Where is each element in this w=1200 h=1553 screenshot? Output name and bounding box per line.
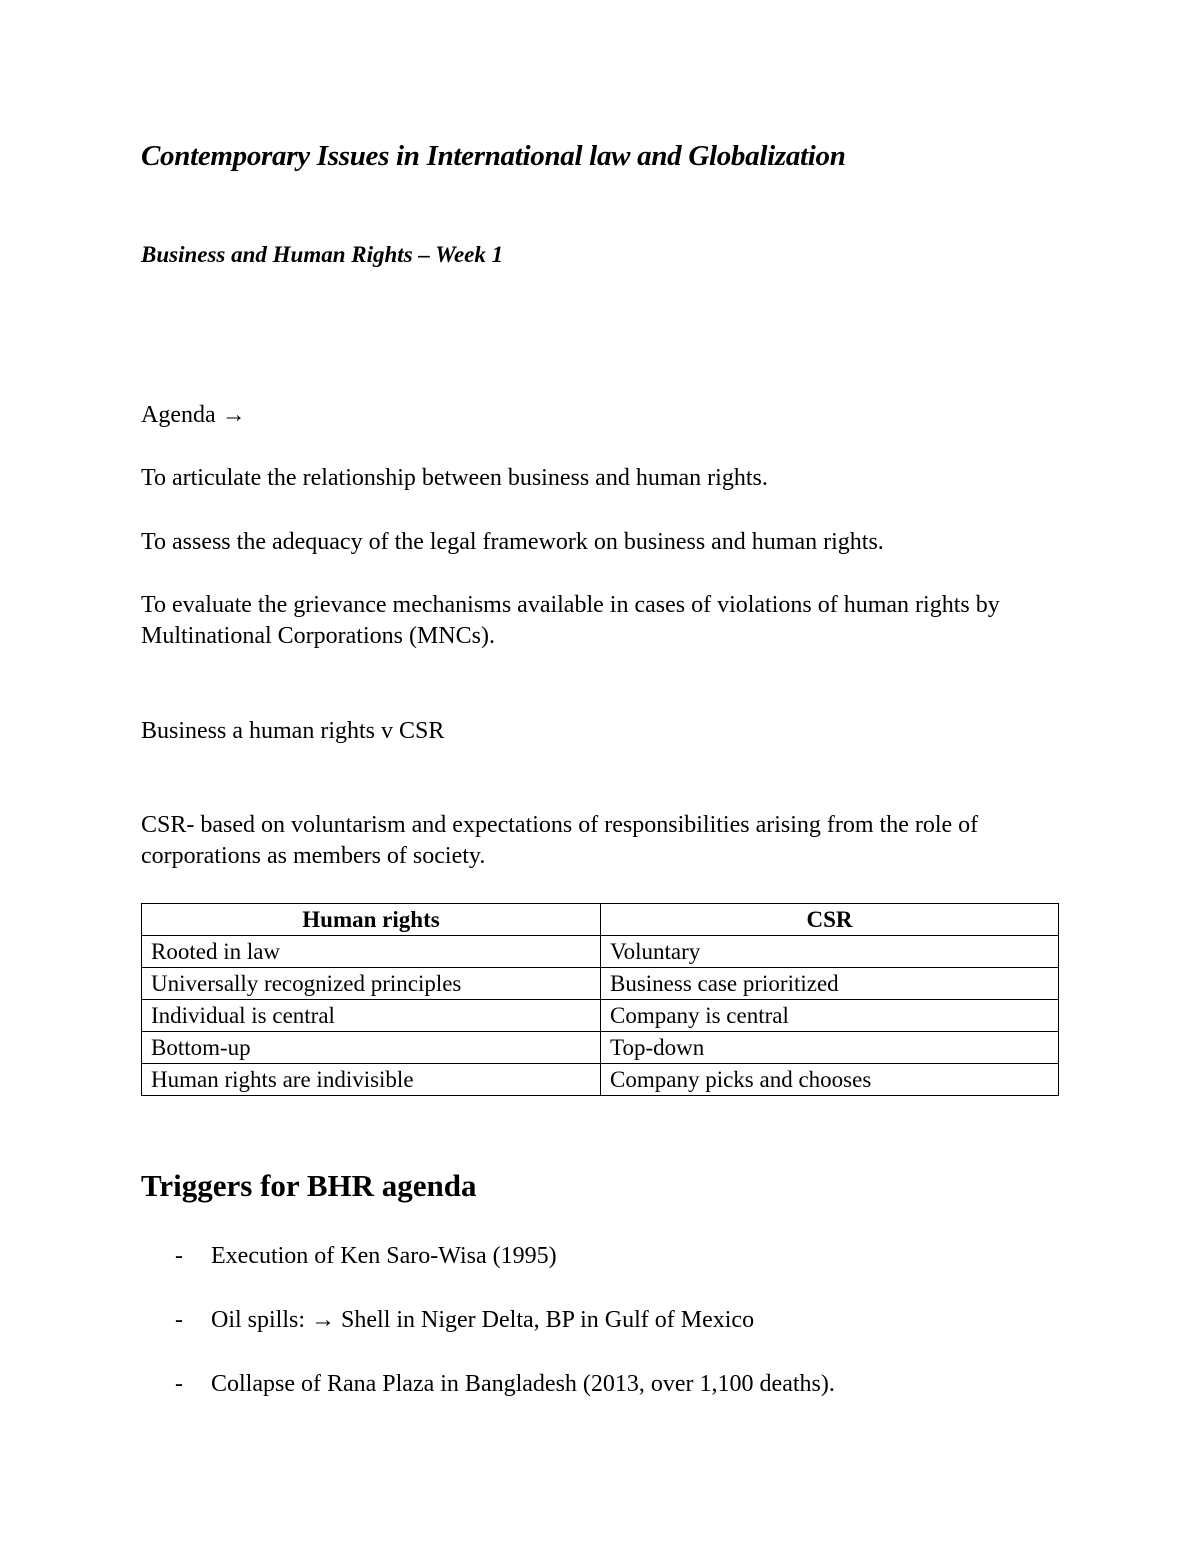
table-cell: Universally recognized principles: [142, 968, 601, 1000]
column-header-human-rights: Human rights: [142, 904, 601, 936]
agenda-item: To articulate the relationship between business and human rights.: [141, 465, 768, 491]
list-item: [175, 1369, 835, 1400]
table-cell: Company picks and chooses: [601, 1064, 1059, 1096]
table-cell: Company is central: [601, 1000, 1059, 1032]
table-cell: Human rights are indivisible: [142, 1064, 601, 1096]
csr-definition: CSR- based on voluntarism and expectations of responsibilities arising from the role of corporations as members of society.: [141, 812, 979, 869]
table-row: [142, 968, 1059, 1000]
bullet-marker: -: [175, 1371, 183, 1397]
agenda-item: To assess the adequacy of the legal framework on business and human rights.: [141, 529, 884, 555]
list-item: [175, 1241, 557, 1272]
list-item-text: Oil spills: → Shell in Niger Delta, BP in Gulf of Mexico: [211, 1307, 755, 1333]
agenda-label: Agenda →: [141, 402, 246, 428]
list-item-text: Execution of Ken Saro-Wisa (1995): [211, 1243, 557, 1269]
list-item-text: Collapse of Rana Plaza in Bangladesh (2013, over 1,100 deaths).: [211, 1371, 835, 1397]
document-title: Contemporary Issues in International law and Globalization: [141, 140, 846, 172]
list-item: [175, 1305, 754, 1336]
table-cell: Bottom-up: [142, 1032, 601, 1064]
document-subtitle: Business and Human Rights – Week 1: [141, 242, 504, 267]
table-cell: Individual is central: [142, 1000, 601, 1032]
table-cell: Top-down: [601, 1032, 1059, 1064]
table-cell: Business case prioritized: [601, 968, 1059, 1000]
table-row: [142, 936, 1059, 968]
section-heading: Business a human rights v CSR: [141, 718, 445, 744]
column-header-csr: CSR: [601, 904, 1059, 936]
table-row: [142, 1032, 1059, 1064]
triggers-heading: Triggers for BHR agenda: [141, 1168, 477, 1203]
agenda-item: To evaluate the grievance mechanisms available in cases of violations of human rights by Multinational Corporations (MNCs).: [141, 592, 1000, 649]
table-header-row: [142, 904, 1059, 936]
table-cell: Voluntary: [601, 936, 1059, 968]
table-row: [142, 1064, 1059, 1096]
table-row: [142, 1000, 1059, 1032]
bullet-marker: -: [175, 1307, 183, 1333]
bullet-marker: -: [175, 1243, 183, 1269]
comparison-table: [141, 903, 1059, 1096]
table-cell: Rooted in law: [142, 936, 601, 968]
